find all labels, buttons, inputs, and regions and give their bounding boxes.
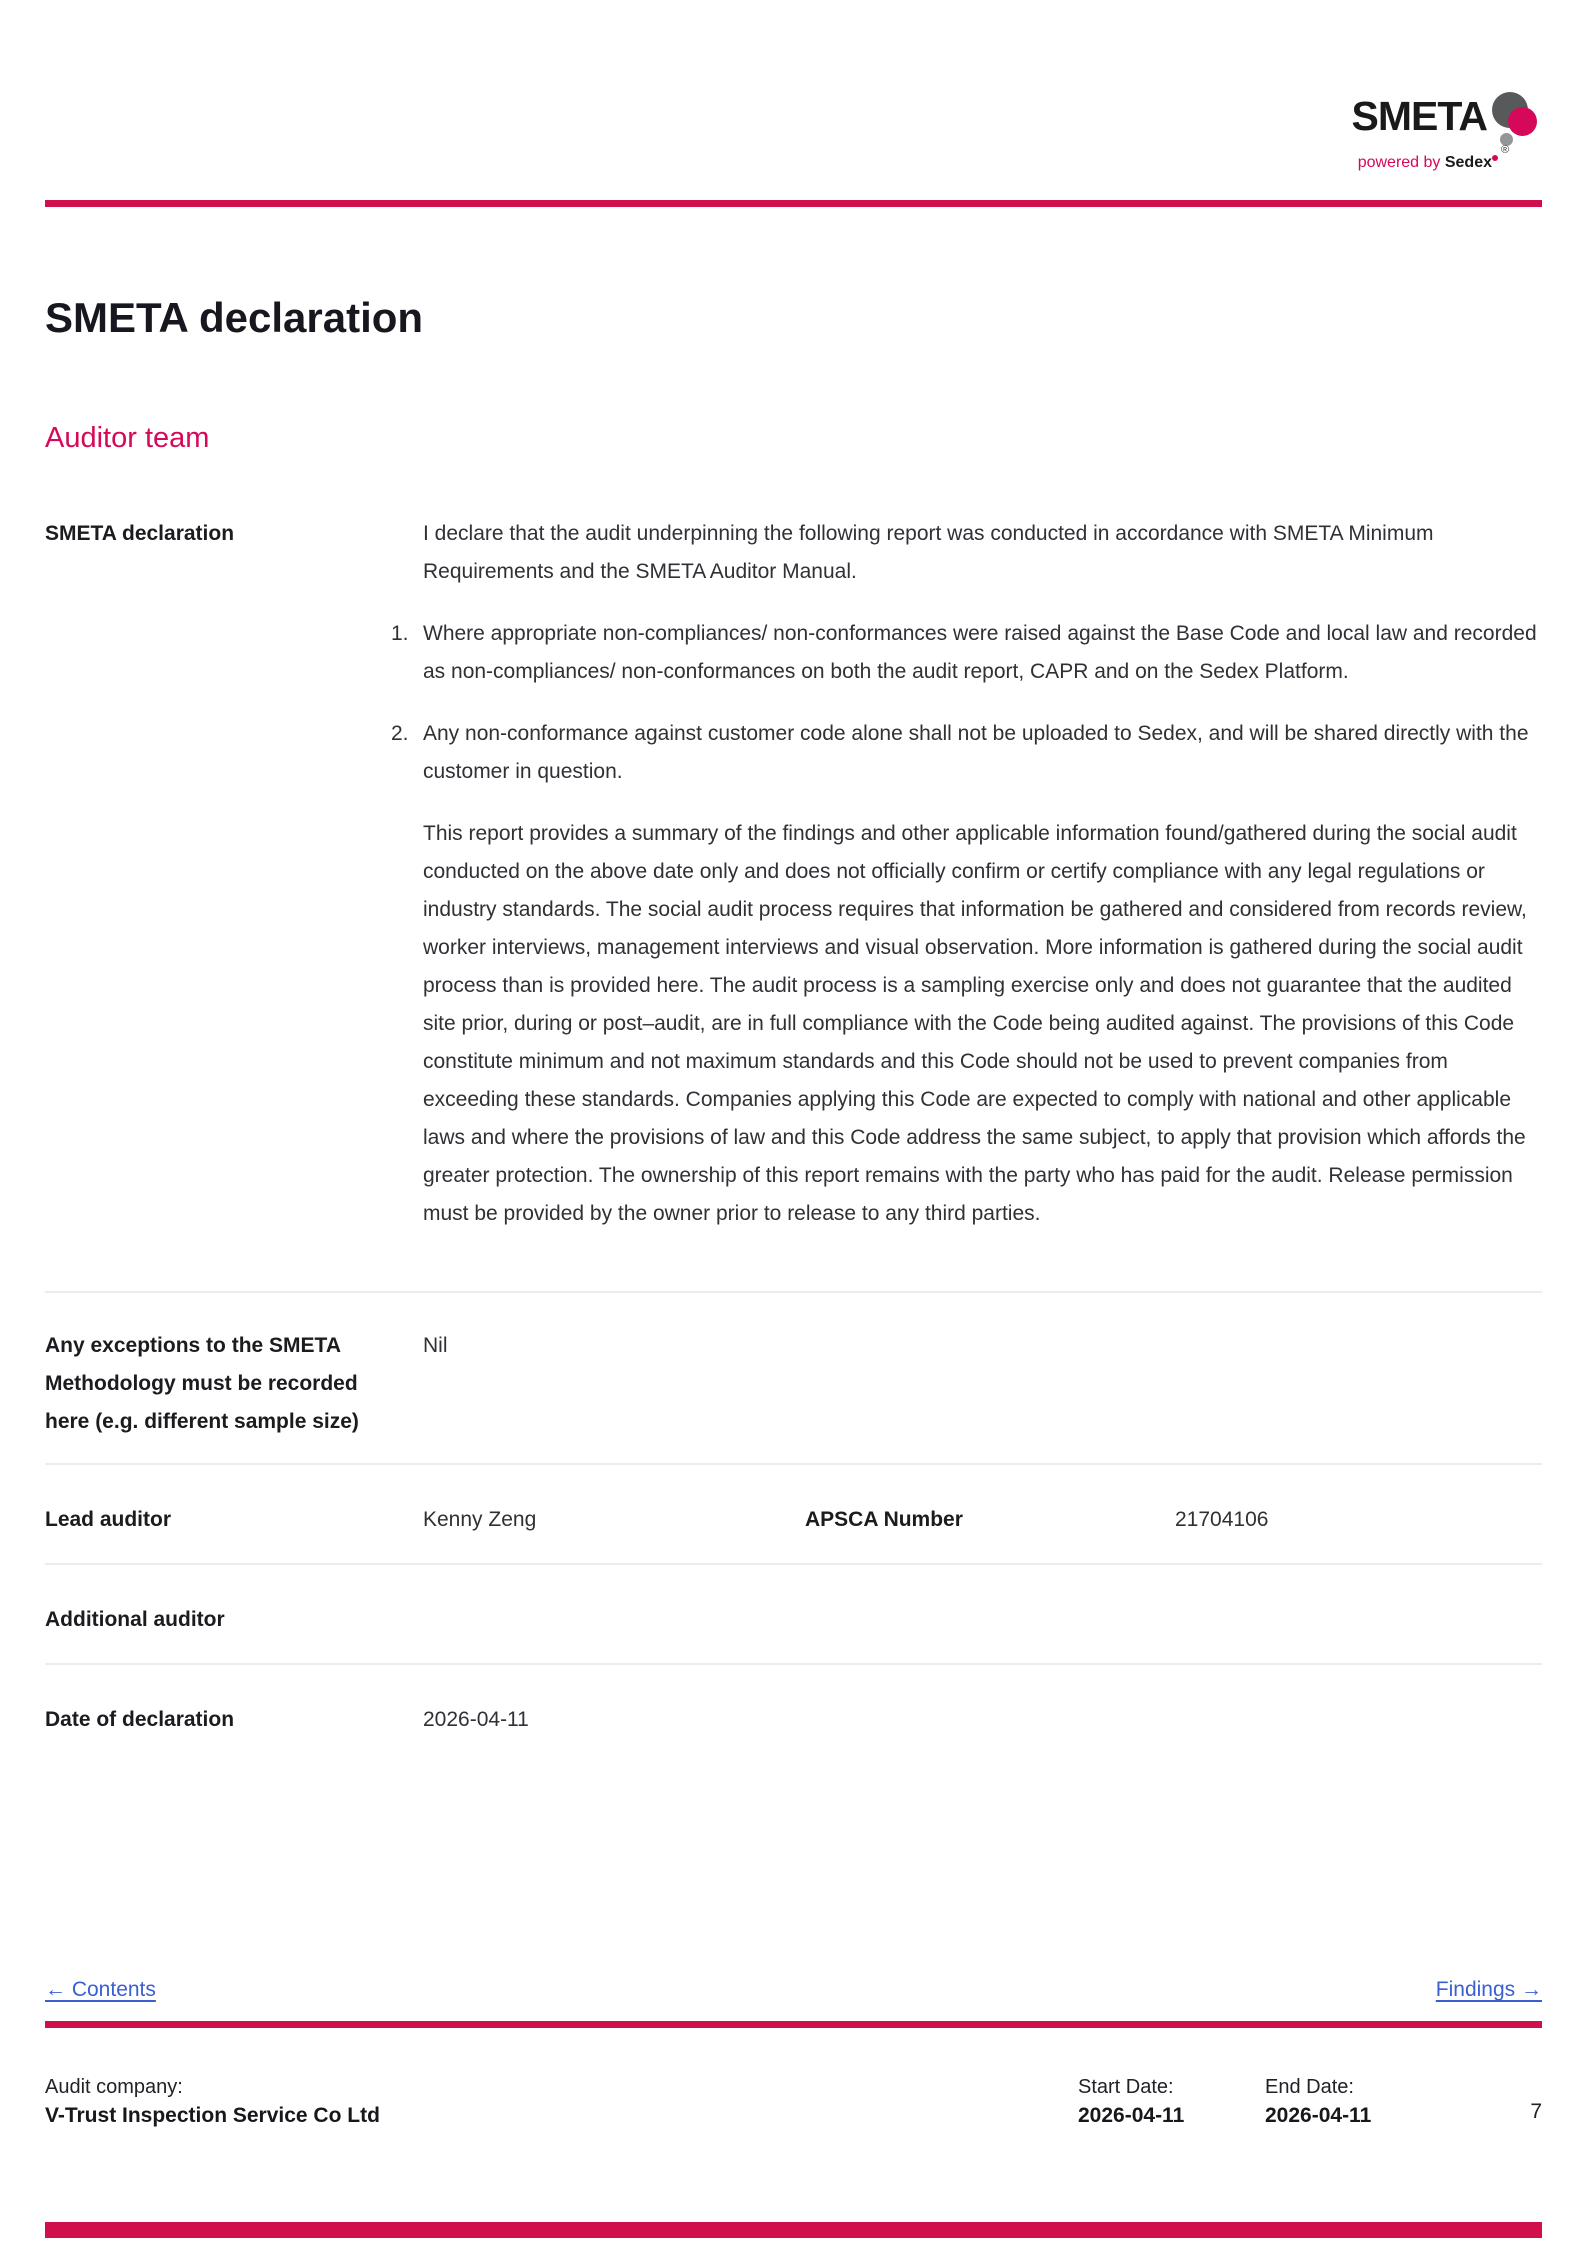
sedex-wordmark: Sedex: [1445, 154, 1498, 171]
auditor-team-table: [45, 515, 1542, 1763]
top-divider-rule: [45, 200, 1542, 207]
exceptions-value: Nil: [423, 1334, 448, 1357]
additional-auditor-value: [423, 1601, 1542, 1639]
audit-company-label: Audit company:: [45, 2076, 183, 2098]
start-date-block: [1078, 2074, 1184, 2132]
audit-company-block: [45, 2074, 380, 2132]
declaration-list: [391, 615, 1542, 791]
lead-auditor-value: Kenny Zeng: [423, 1508, 537, 1531]
footer-info: [45, 2074, 1542, 2138]
page-number: 7: [1530, 2100, 1542, 2123]
list-item: [391, 615, 1542, 691]
smeta-logotype: SMETA: [1351, 93, 1487, 139]
table-row-additional-auditor: [45, 1563, 1542, 1663]
end-date-value: 2026-04-11: [1265, 2104, 1372, 2127]
page-navigation: [45, 1975, 1542, 2005]
powered-by-text: powered by: [1357, 154, 1445, 171]
list-item-number: 2.: [391, 722, 409, 745]
findings-link[interactable]: Findings →: [1435, 1978, 1542, 2001]
list-item-text: Where appropriate non-compliances/ non-conformances were raised against the Base Code and local law and recorded as non-compliances/ non-conformances on both the audit report, CAPR and on the Sedex Platform.: [423, 622, 1537, 683]
section-heading: Auditor team: [45, 422, 210, 454]
audit-company-name: V-Trust Inspection Service Co Ltd: [45, 2104, 380, 2127]
table-row-lead-auditor: [45, 1463, 1542, 1563]
list-item: [391, 715, 1542, 791]
page-footer-area: [45, 1975, 1542, 2138]
date-of-declaration-value: 2026-04-11: [423, 1708, 529, 1731]
start-date-value: 2026-04-11: [1078, 2104, 1185, 2127]
exceptions-label: Any exceptions to the SMETA Methodology must be recorded here (e.g. different sample size): [45, 1334, 359, 1433]
contents-link[interactable]: ← Contents: [45, 1978, 156, 2001]
logo-dot-pink-icon: [1508, 107, 1537, 136]
smeta-logo: [1352, 92, 1542, 172]
declaration-summary: This report provides a summary of the findings and other applicable information found/gathered during the social audit conducted on the above date only and does not officially confirm or certify compliance with any legal regulations or industry standards. The social audit process requires that information be gathered and considered from records review, worker interviews, management interviews and visual observation. More information is gathered during the social audit process than is provided here. The audit process is a sampling exercise only and does not guarantee that the audited site prior, during or post–audit, are in full compliance with the Code being audited against. The provisions of this Code constitute minimum and not maximum standards and this Code should not be used to prevent companies from exceeding these standards. Companies applying this Code are expected to comply with national and other applicable laws and where the provisions of law and this Code address the same subject, to apply that provision which affords the greater protection. The ownership of this report remains with the party who has paid for the audit. Release permission must be provided by the owner prior to release to any third parties.: [423, 822, 1527, 1225]
apsca-number-value: 21704106: [1175, 1508, 1269, 1531]
table-row-exceptions: [45, 1291, 1542, 1463]
smeta-logo-dots-icon: [1492, 92, 1542, 154]
end-date-block: [1265, 2074, 1371, 2132]
powered-by-sedex: [1358, 154, 1498, 172]
list-item-text: Any non-conformance against customer code alone shall not be uploaded to Sedex, and will be shared directly with the customer in question.: [423, 722, 1529, 783]
list-item-number: 1.: [391, 622, 409, 645]
apsca-number-label: APSCA Number: [805, 1508, 963, 1531]
bottom-brand-bar: [45, 2222, 1542, 2238]
declaration-label: SMETA declaration: [45, 522, 235, 545]
footer-divider-rule: [45, 2021, 1542, 2028]
start-date-label: Start Date:: [1078, 2076, 1174, 2098]
table-row-declaration: [45, 515, 1542, 1291]
declaration-intro: I declare that the audit underpinning the following report was conducted in accordance with SMETA Minimum Requirements and the SMETA Auditor Manual.: [423, 522, 1434, 583]
declaration-content: [391, 515, 1542, 1233]
registered-mark: ®: [1501, 144, 1510, 156]
additional-auditor-label: Additional auditor: [45, 1608, 225, 1631]
page-title: SMETA declaration: [45, 294, 424, 341]
sedex-dot-icon: [1492, 155, 1498, 161]
lead-auditor-label: Lead auditor: [45, 1508, 172, 1531]
table-row-date-of-declaration: [45, 1663, 1542, 1763]
end-date-label: End Date:: [1265, 2076, 1354, 2098]
date-of-declaration-label: Date of declaration: [45, 1708, 235, 1731]
